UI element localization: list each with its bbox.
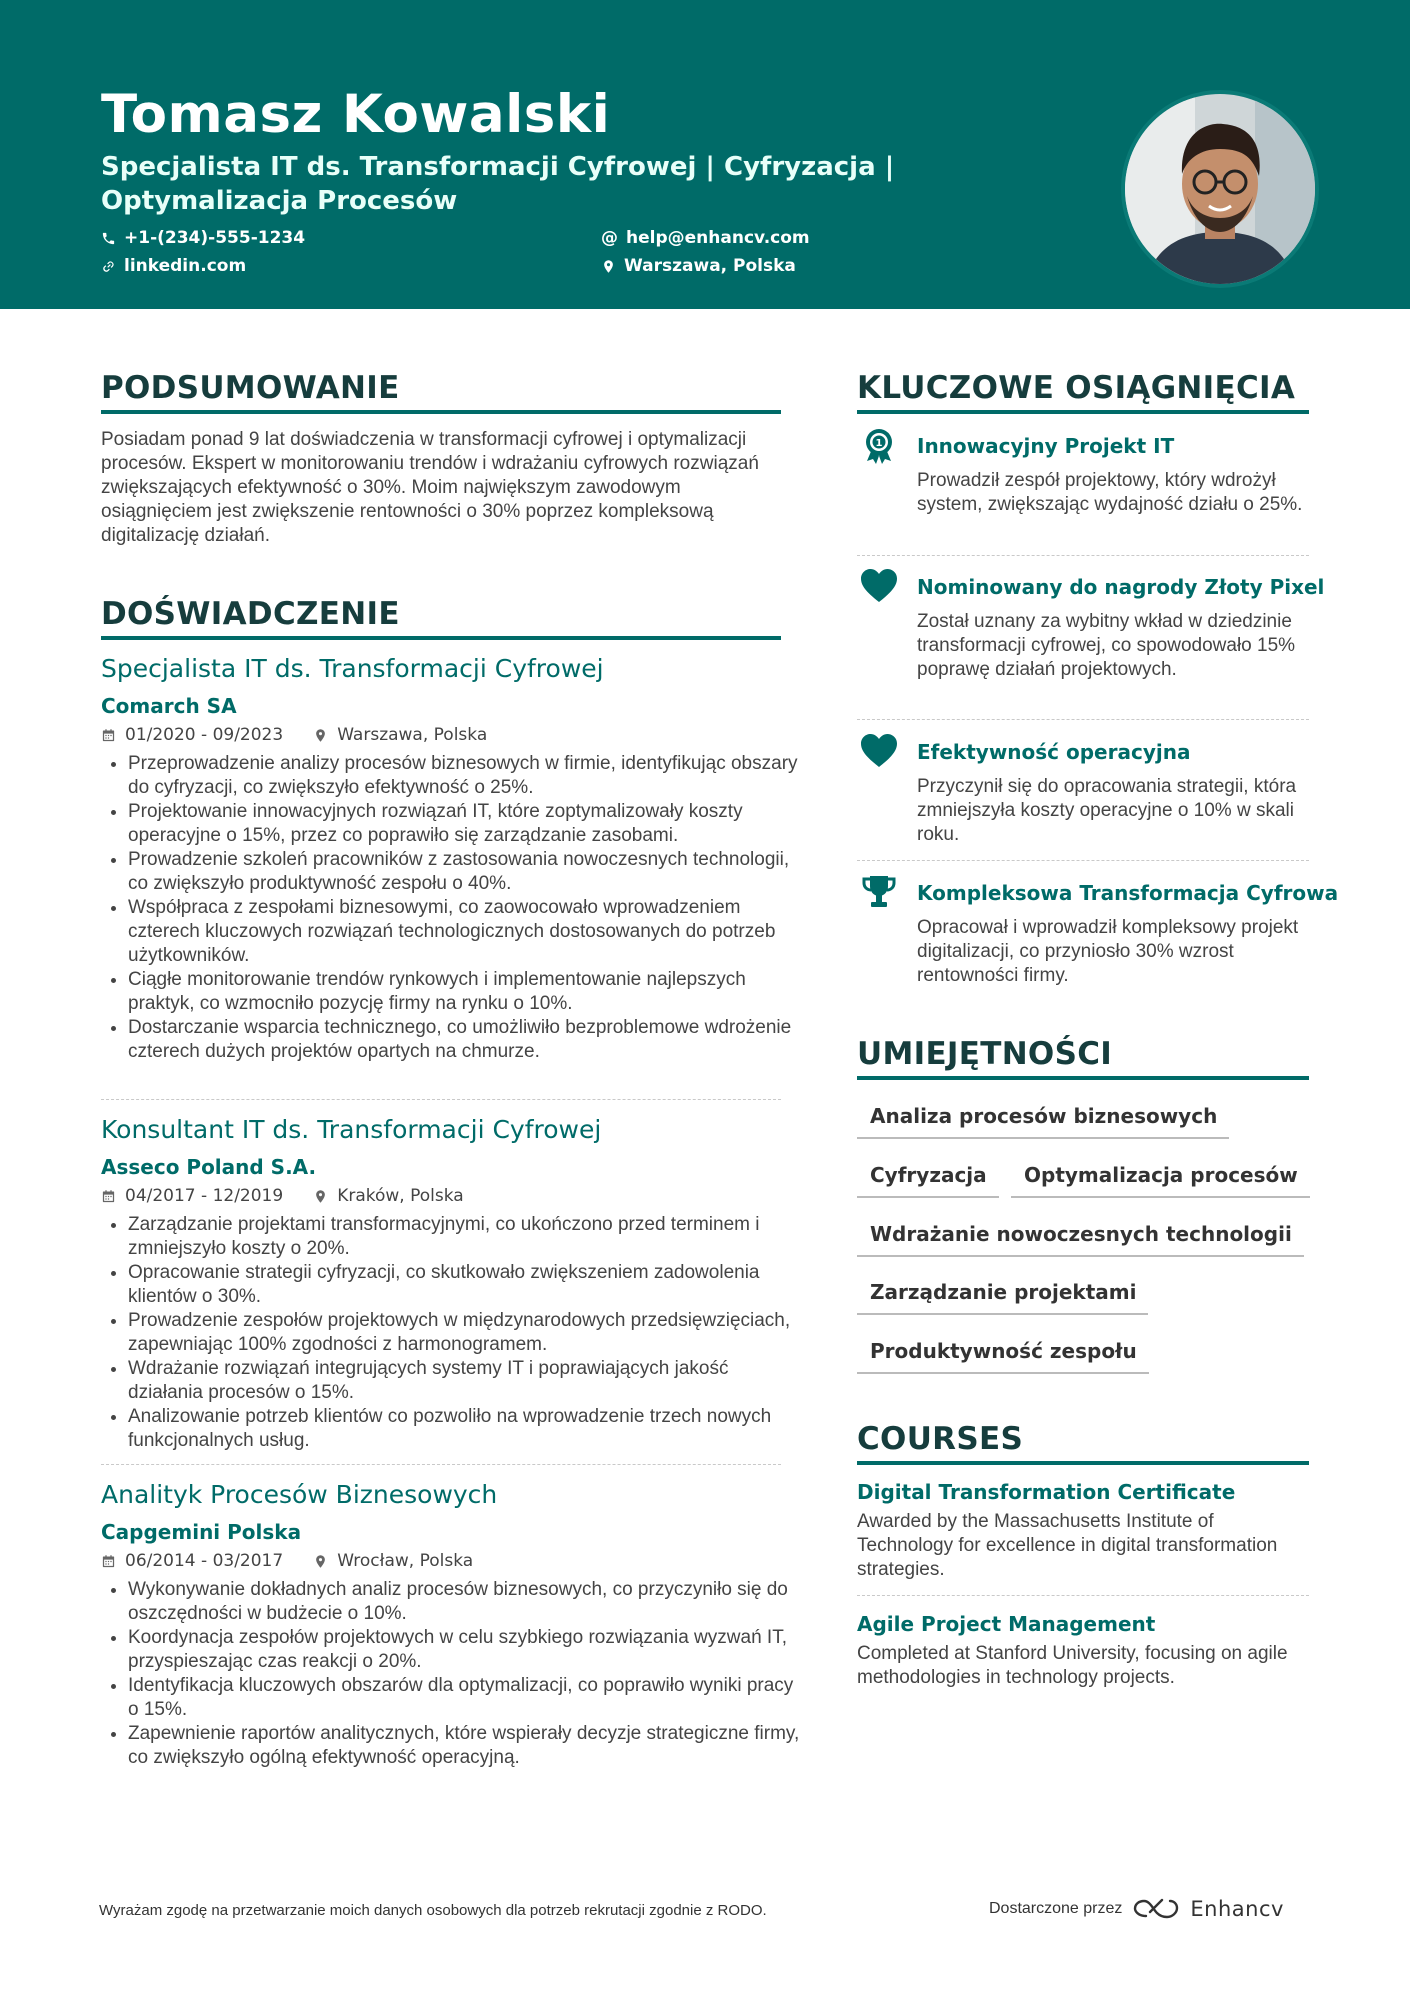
skill-tag: Cyfryzacja — [857, 1163, 999, 1198]
section-divider — [857, 719, 1309, 720]
headline: Specjalista IT ds. Transformacji Cyfrowej | Cyfryzacja | Optymalizacja Procesów — [101, 152, 895, 216]
job-meta — [101, 1186, 464, 1206]
enhancv-logo-icon — [1132, 1896, 1180, 1922]
achievement-title: Kompleksowa Transformacja Cyfrowa — [917, 881, 1339, 905]
link-icon — [101, 259, 116, 274]
job-dates: 01/2020 - 09/2023 — [125, 725, 284, 745]
bullet-item: • Prowadzenie szkoleń pracowników z zastosowania nowoczesnych technologii, co zwiększyło produktywność zespołu o 40%. — [128, 848, 808, 896]
summary-heading: PODSUMOWANIE — [101, 370, 781, 414]
email-contact[interactable] — [601, 228, 810, 248]
job-title: Specjalista IT ds. Transformacji Cyfrowej — [101, 654, 604, 683]
bullet-item: • Projektowanie innowacyjnych rozwiązań IT, które zoptymalizowały koszty operacyjne o 15%, przez co poprawiło się zarządzanie zasobami. — [128, 800, 808, 848]
job-bullets — [101, 1578, 808, 1770]
phone-contact[interactable] — [101, 228, 305, 248]
achievement-desc: Prowadził zespół projektowy, który wdrożył system, zwiększając wydajność działu o 25%. — [917, 470, 1303, 515]
calendar-icon — [101, 1189, 116, 1204]
trophy-icon — [859, 872, 899, 912]
brand-name: Enhancv — [1190, 1897, 1284, 1921]
email-text: help@enhancv.com — [626, 228, 810, 248]
summary-text: Posiadam ponad 9 lat doświadczenia w transformacji cyfrowej i optymalizacji procesów. Ekspert w monitorowaniu trendów i wdrażaniu cyfrowych rozwiązań zwiększających efektywność o 30%. Moim największym zawodowym osiągnięciem jest zwiększenie rentowności o 30% poprzez kompleksową digitalizację działań. — [101, 429, 759, 546]
achievements-heading: KLUCZOWE OSIĄGNIĘCIA — [857, 370, 1309, 414]
achievement-desc: Przyczynił się do opracowania strategii, która zmniejszyła koszty operacyjne o 10% w skali roku. — [917, 776, 1297, 845]
location-contact — [601, 256, 796, 276]
job-dates: 04/2017 - 12/2019 — [125, 1186, 284, 1206]
linkedin-contact[interactable] — [101, 256, 246, 276]
phone-icon — [101, 231, 116, 246]
job-meta — [101, 725, 487, 745]
company-name: Comarch SA — [101, 694, 237, 718]
job-dates: 06/2014 - 03/2017 — [125, 1551, 284, 1571]
skill-tag: Wdrażanie nowoczesnych technologii — [857, 1222, 1304, 1257]
achievement-title: Nominowany do nagrody Złoty Pixel — [917, 575, 1325, 599]
courses-heading: COURSES — [857, 1421, 1309, 1465]
job-location-text: Kraków, Polska — [337, 1186, 464, 1206]
job-title: Analityk Procesów Biznesowych — [101, 1480, 498, 1509]
section-divider — [101, 1464, 781, 1465]
job-meta — [101, 1551, 473, 1571]
course-title: Agile Project Management — [857, 1612, 1156, 1636]
section-divider — [857, 555, 1309, 556]
skill-tag: Zarządzanie projektami — [857, 1280, 1148, 1315]
calendar-icon — [101, 1554, 116, 1569]
job-title: Konsultant IT ds. Transformacji Cyfrowej — [101, 1115, 602, 1144]
achievement-desc: Opracował i wprowadził kompleksowy projekt digitalizacji, co przyniosło 30% wzrost rentowności firmy. — [917, 917, 1299, 986]
job-bullets — [101, 1213, 808, 1453]
achievement-desc: Został uznany za wybitny wkład w dziedzinie transformacji cyfrowej, co spowodowało 15% poprawę działań projektowych. — [917, 611, 1296, 680]
bullet-item: • Przeprowadzenie analizy procesów biznesowych w firmie, identyfikując obszary do cyfryzacji, co zwiększyło efektywność o 25%. — [128, 752, 808, 800]
course-desc: Completed at Stanford University, focusing on agile methodologies in technology projects. — [857, 1643, 1288, 1688]
map-pin-icon — [313, 1189, 328, 1204]
map-pin-icon — [313, 1554, 328, 1569]
phone-text: +1-(234)-555-1234 — [124, 228, 306, 248]
job-location — [313, 725, 487, 745]
linkedin-text: linkedin.com — [124, 256, 247, 276]
bullet-item: • Zarządzanie projektami transformacyjnymi, co ukończono przed terminem i zmniejszyło koszty o 20%. — [128, 1213, 808, 1261]
skill-tag: Analiza procesów biznesowych — [857, 1104, 1229, 1139]
section-divider — [857, 1595, 1309, 1596]
job-location-text: Wrocław, Polska — [337, 1551, 474, 1571]
powered-by-label: Dostarczone przez — [989, 1900, 1123, 1917]
job-location — [313, 1551, 473, 1571]
map-pin-icon — [601, 259, 616, 274]
course-desc: Awarded by the Massachusetts Institute of Technology for excellence in digital transformation strategies. — [857, 1511, 1278, 1580]
candidate-name: Tomasz Kowalski — [101, 84, 611, 145]
bullet-item: • Analizowanie potrzeb klientów co pozwoliło na wprowadzenie trzech nowych funkcjonalnych usług. — [128, 1405, 808, 1453]
calendar-icon — [101, 728, 116, 743]
company-name: Asseco Poland S.A. — [101, 1155, 317, 1179]
header-banner — [0, 0, 1410, 309]
location-text: Warszawa, Polska — [624, 256, 796, 276]
section-divider — [101, 1099, 781, 1100]
bullet-item: • Wykonywanie dokładnych analiz procesów biznesowych, co przyczyniło się do oszczędności w budżecie o 10%. — [128, 1578, 808, 1626]
svg-text:1: 1 — [875, 438, 883, 449]
bullet-item: • Współpraca z zespołami biznesowymi, co zaowocowało wprowadzeniem czterech kluczowych rozwiązań technologicznych dostosowanych do potrzeb użytkowników. — [128, 896, 808, 968]
skills-heading: UMIEJĘTNOŚCI — [857, 1036, 1309, 1080]
at-icon: @ — [601, 228, 618, 248]
company-name: Capgemini Polska — [101, 1520, 302, 1544]
bullet-item: • Zapewnienie raportów analitycznych, które wspierały decyzje strategiczne firmy, co zwiększyło ogólną efektywność operacyjną. — [128, 1722, 808, 1770]
experience-heading: DOŚWIADCZENIE — [101, 596, 781, 640]
achievement-title: Innowacyjny Projekt IT — [917, 434, 1175, 458]
skill-tag: Optymalizacja procesów — [1011, 1163, 1310, 1198]
skill-tag: Produktywność zespołu — [857, 1339, 1149, 1374]
profile-photo — [1121, 90, 1319, 288]
bullet-item: • Koordynacja zespołów projektowych w celu szybkiego rozwiązania wyzwań IT, przyspieszając czas reakcji o 20%. — [128, 1626, 808, 1674]
bullet-item: • Ciągłe monitorowanie trendów rynkowych i implementowanie najlepszych praktyk, co wzmocniło pozycję firmy na rynku o 10%. — [128, 968, 808, 1016]
map-pin-icon — [313, 728, 328, 743]
achievement-title: Efektywność operacyjna — [917, 740, 1191, 764]
heart-icon — [859, 731, 899, 771]
bullet-item: • Dostarczanie wsparcia technicznego, co umożliwiło bezproblemowe wdrożenie czterech dużych projektów opartych na chmurze. — [128, 1016, 808, 1064]
job-location — [313, 1186, 464, 1206]
course-title: Digital Transformation Certificate — [857, 1480, 1236, 1504]
bullet-item: • Identyfikacja kluczowych obszarów dla optymalizacji, co poprawiło wyniki pracy o 15%. — [128, 1674, 808, 1722]
powered-by[interactable] — [989, 1896, 1284, 1922]
job-bullets — [101, 752, 808, 1064]
bullet-item: • Opracowanie strategii cyfryzacji, co skutkowało zwiększeniem zadowolenia klientów o 30%. — [128, 1261, 808, 1309]
consent-text: Wyrażam zgodę na przetwarzanie moich danych osobowych dla potrzeb rekrutacji zgodnie z RODO. — [99, 1902, 767, 1919]
job-location-text: Warszawa, Polska — [337, 725, 488, 745]
award-ribbon-icon — [859, 425, 899, 465]
bullet-item: • Prowadzenie zespołów projektowych w międzynarodowych przedsięwzięciach, zapewniając 100% zgodności z harmonogramem. — [128, 1309, 808, 1357]
section-divider — [857, 860, 1309, 861]
heart-icon — [859, 566, 899, 606]
bullet-item: • Wdrażanie rozwiązań integrujących systemy IT i poprawiających jakość działania procesów o 15%. — [128, 1357, 808, 1405]
